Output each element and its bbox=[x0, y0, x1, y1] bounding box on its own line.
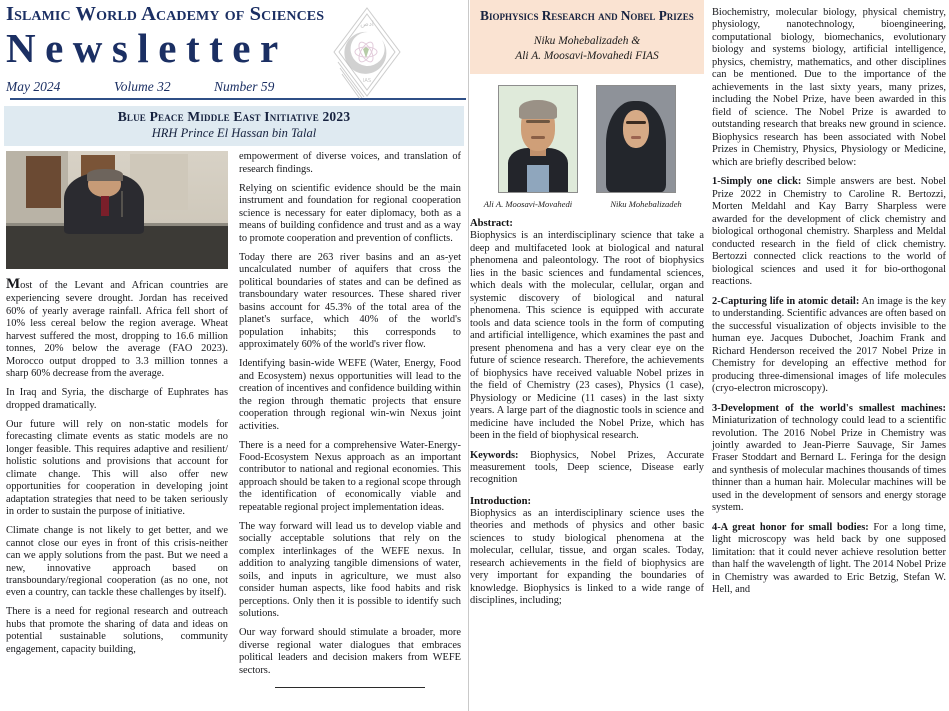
paragraph: There is a need for regional research and outreach hubs that promote the sharing of data and ideas on potential sustainable solutions, community engagement, capacity building, bbox=[6, 606, 228, 655]
article-end-rule bbox=[275, 687, 425, 688]
paragraph: Our way forward should stimulate a broader, more diverse regional water dialogues that embraces political leaders and decision makers from WEFE sectors. bbox=[239, 627, 461, 676]
portrait-photo-female bbox=[596, 85, 676, 193]
introduction-text: Biophysics as an interdisciplinary science uses the theories and methods of physics and other basic sciences to study biological phenomena at the molecular, cellular, tissue, and organ scales. Today, research achievements in the field of biophysics are very important for expanding the boundaries of knowledge. Biophysics is linked to a wide range of disciplines, including; bbox=[470, 507, 704, 607]
issue-volume: Volume 32 bbox=[114, 79, 171, 95]
lead-story-headline-band bbox=[4, 106, 464, 146]
nobel-item-4 bbox=[712, 522, 946, 597]
item-lead: 3-Development of the world's smallest machines: bbox=[712, 402, 946, 414]
lead-story-byline: HRH Prince El Hassan bin Talal bbox=[151, 126, 317, 141]
paragraph: In Iraq and Syria, the discharge of Euphrates has dropped dramatically. bbox=[6, 387, 228, 411]
paragraph: There is a need for a comprehensive Water-Energy-Food-Ecosystem Nexus approach as an important contributor to national and regional economies. This approach should be taken to a regional scope through the identification of economically viable and repeatable regional project implementation ideas. bbox=[239, 439, 461, 513]
item-body: For a long time, light microscopy was held back by one supposed limitation: that it could never achieve resolution better than half the wavelength of light. The 2014 Nobel Prize in Chemistry was awarded to Eric Betzig, Stefan W. Hell, and bbox=[712, 521, 946, 596]
article-section bbox=[470, 0, 949, 711]
paragraph: Identifying basin-wide WEFE (Water, Energy, Food and Ecosystem) nexus opportunities will lead to the creation of incentives and confidence building within the region through thematic projects that ensure cooperation through regional win-win Nexus joint activities. bbox=[239, 358, 461, 432]
article-column-2 bbox=[712, 0, 946, 711]
paragraph: Today there are 263 river basins and an as-yet uncalculated number of aquifers that cross the political boundaries of states and can be defined as transboundary water resources. These shared river basins account for 45.3% of the total area of the planet's surface, which 40% of the world's population inhabits; this corresponds to approximately 60% of the world's river flow. bbox=[239, 251, 461, 351]
section-divider bbox=[468, 0, 469, 711]
issue-number: Number 59 bbox=[214, 79, 275, 95]
portrait-photo-male bbox=[498, 85, 578, 193]
lead-paragraph: Most of the Levant and African countries are experiencing severe drought. Jordan has received 60% of yearly average rainfall. Africa fell short of 10% less cereal below the region average. Wheat harvest suffered the most, dropping to 16.6 million tonnes, 20% below the average (FAO 2023). Morocco output dropped to 3.3 million tonnes a sharp 60% decrease from the average. bbox=[6, 276, 228, 380]
keywords-label: Keywords: bbox=[470, 449, 519, 461]
paragraph: Climate change is not likely to get better, and we cannot close our eyes in front of this crisis-neither can we apply solutions from the past. But we need a new, innovative approach based on transboundary/regional cooperation (as no one, not even a country, can tackle these challenges by itself). bbox=[6, 525, 228, 599]
keywords-paragraph bbox=[470, 450, 704, 487]
paragraph: Relying on scientific evidence should be the main instrument and foundation for regional cooperation science is necessary for eater diplomacy, both as a means of building confidence and trust and as a way to promote cooperation and prevention of conflicts. bbox=[239, 182, 461, 244]
author-portraits bbox=[470, 85, 704, 193]
paragraph: Our future will rely on non-static models for forecasting climate events as static models are no longer feasible. This requires adaptive and resilient/ holistic solutions and provisions that account for climate change. This will also offer new opportunities for cooperation in developing joint adaptation strategies that need to be taken seriously in order to sustain the purpose of initiative. bbox=[6, 418, 228, 518]
newsletter-wordmark: Newsletter bbox=[6, 24, 288, 71]
lead-story-column-2 bbox=[239, 151, 461, 688]
continued-text: Biochemistry, molecular biology, physical chemistry, physiology, nanotechnology, bioengineering, computational biology, biomechanics, evolutionary biology and systems biology, artificial intelligence, physics, chemistry, mathematics, and other disciplines can be mentioned. Due to the importance of the achievements in the last sixty years, many prizes, including the Nobel Prize, have been awarded in this field of science. The Nobel Prize is awarded to outstanding research that breaks new ground in science. Biophysics research has been associated with Nobel Prizes in Chemistry, Physics, Physiology or Medicine, which are briefly described below: bbox=[712, 7, 946, 168]
abstract-text: Biophysics is an interdisciplinary science that take a deep and multifaceted look at biological and natural phenomena and paleontology. The root of biophysics lies in the basic sciences and fundamental sciences, which deals with the molecular, cellular, organ and systemic discovery of biological and natural phenomena. This science is equipped with accurate tools and data science tools in the form of computing and artificial intelligence, which examines the past and present phenomena and has a very clear eye on the future of science research. Therefore, the achievements of biophysics have received valuable Nobel prizes in the field of Chemistry (23 cases), Physics (1 case), Physiology or Medicine (11 cases) in the last sixty years. A large part of the diagnostic tools in science and medicine have included the Nobel Prize, which has been in the field of biophysical research. bbox=[470, 230, 704, 442]
keywords-text: Biophysics, Nobel Prizes, Accurate measurement tools, Deep science, Disease early recognition bbox=[470, 449, 704, 486]
academy-title: Islamic World Academy of Sciences bbox=[6, 3, 325, 25]
author-line-2: Ali A. Moosavi-Movahedi FIAS bbox=[515, 49, 659, 62]
lead-story-headline: Blue Peace Middle East Initiative 2023 bbox=[117, 109, 351, 125]
item-body: Miniaturization of technology could lead to a scientific revolution. The 2016 Nobel Prize in Chemistry was jointly awarded to Jean-Pierre Sauvage, Sir James Fraser Stoddart and Bernard L. Feringa for the design and synthesis of molecular machines thousands of times thinner than a human hair. Molecular machines will be used in the development of sensors and energy storage system. bbox=[712, 415, 946, 514]
svg-text:ادص: ادص bbox=[360, 20, 374, 28]
iwas-emblem-icon bbox=[330, 2, 404, 108]
svg-text:IAS: IAS bbox=[362, 78, 372, 84]
item-lead: 2-Capturing life in atomic detail: bbox=[712, 295, 860, 307]
paragraph: empowerment of diverse voices, and translation of research findings. bbox=[239, 151, 461, 175]
lead-story-column-1 bbox=[6, 151, 228, 688]
paragraph: The way forward will lead us to develop viable and socially acceptable solutions that rely on the complex interlinkages of the WEFE nexus. In addition to analyzing tangible dimensions of water, soils, and inputs in agriculture, we must also consider human aspects, like food habits and risk perceptions. Only then it is possible to identify such solutions. bbox=[239, 520, 461, 620]
introduction-heading: Introduction: bbox=[470, 495, 532, 507]
portrait-caption: Ali A. Moosavi-Movahedi bbox=[483, 199, 573, 210]
item-body: An image is the key to understanding. Scientific advances are often based on the successful visualization of objects invisible to the human eye. Jacques Dubochet, Joachim Frank and Richard Henderson received the 2017 Nobel Prize in Chemistry for developing an effective method for producing three-dimensional images of life molecules (cryo-electron microscopy). bbox=[712, 295, 946, 395]
nobel-item-2 bbox=[712, 296, 946, 396]
abstract-heading: Abstract: bbox=[470, 218, 513, 230]
author-line-1: Niku Mohebalizadeh & bbox=[533, 34, 641, 47]
item-lead: 1-Simply one click: bbox=[712, 176, 802, 188]
portrait-captions bbox=[470, 199, 704, 209]
article-authors bbox=[480, 34, 694, 65]
portrait-caption: Niku Mohebalizadeh bbox=[610, 199, 682, 210]
article-title: Biophysics Research and Nobel Prizes bbox=[480, 8, 694, 23]
speaker-photo bbox=[6, 151, 228, 269]
nobel-item-3 bbox=[712, 403, 946, 515]
article-header-band bbox=[470, 0, 704, 74]
item-body: Simple answers are best. Nobel Prize 2022 in Chemistry to Caroline R. Bertozzi, Morten Meldahl and Kay Barry Sharpless were awarded for the development of click chemistry and biological orthogonal chemistry. Sharpless and Meldal conducted research in the field of click chemistry. Bertozzi connected click reactions to the world of biological sciences and used it for bio-orthogonal reactions. bbox=[712, 176, 946, 288]
article-column-1 bbox=[470, 0, 704, 711]
issue-date: May 2024 bbox=[6, 79, 61, 95]
item-lead: 4-A great honor for small bodies: bbox=[712, 521, 869, 533]
newsletter-left-section bbox=[0, 0, 468, 711]
lead-story-columns bbox=[6, 151, 462, 688]
nobel-item-1 bbox=[712, 176, 946, 288]
